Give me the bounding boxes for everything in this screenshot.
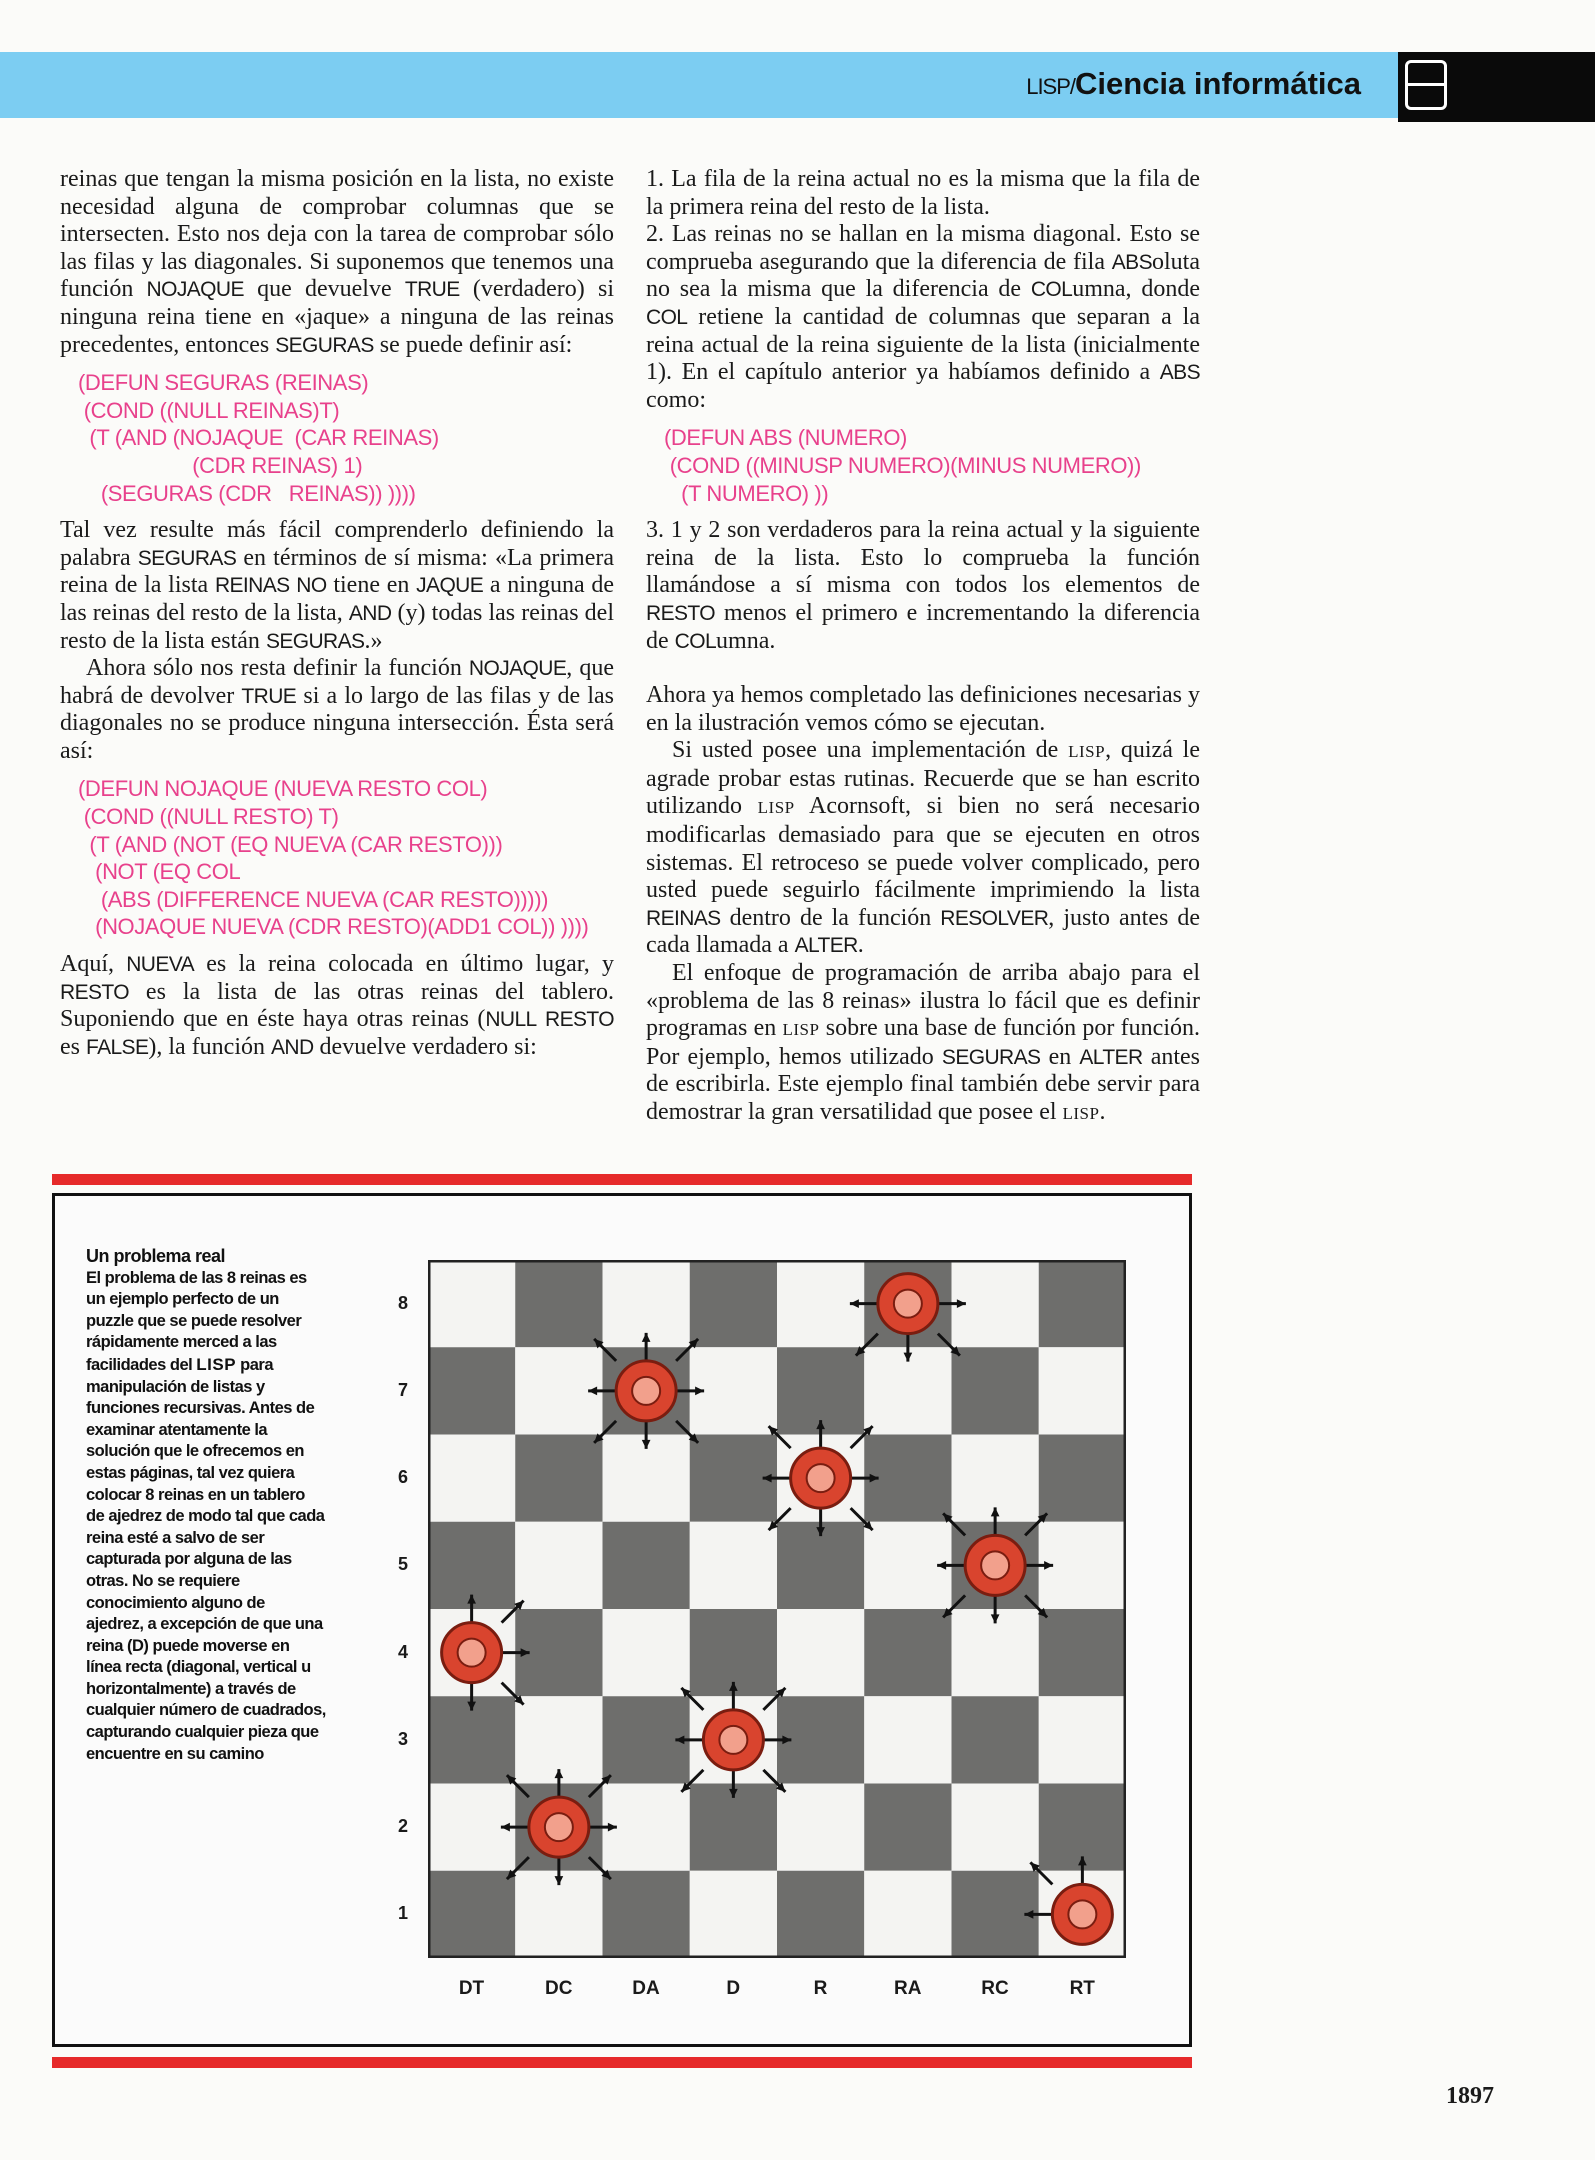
figure-caption bbox=[86, 1246, 326, 1765]
rank-label: 8 bbox=[398, 1292, 409, 1313]
board-square bbox=[777, 1784, 864, 1871]
board-square bbox=[864, 1696, 951, 1783]
computer-card-icon bbox=[1405, 60, 1447, 110]
board-square bbox=[1039, 1435, 1126, 1522]
file-label: DC bbox=[545, 1978, 573, 1999]
queen-crown bbox=[981, 1551, 1009, 1579]
file-label: RC bbox=[981, 1978, 1009, 1999]
paragraph: Tal vez resulte más fácil comprenderlo definiendo la palabra SEGURAS en términos de sí misma: «La primera reina de la lista REINAS NO tiene en JAQUE a ninguna de las reinas del resto de la lista, AND (y) todas las reinas del resto de la lista están SEGURAS.» bbox=[60, 517, 615, 654]
queen-crown bbox=[1068, 1900, 1096, 1928]
board-square bbox=[864, 1609, 951, 1696]
paragraph: 2. Las reinas no se hallan en la misma diagonal. Esto se comprueba asegurando que la diferencia de fila ABSoluta no sea la misma que la diferencia de COLumna, donde COL retiene la cantidad de columnas que separan a la reina actual de la reina siguiente de la lista (inicialmente 1). En el capítulo anterior ya habíamos definido a ABS como: bbox=[646, 221, 1200, 413]
board-square bbox=[1039, 1260, 1126, 1347]
paragraph: Aquí, NUEVA es la reina colocada en último lugar, y RESTO es la lista de las otras reinas del tablero. Suponiendo que en éste haya otras reinas (NULL RESTO es FALSE), la función AND devuelve verdadero si: bbox=[60, 951, 614, 1060]
board-square bbox=[515, 1435, 602, 1522]
section-title: LISP/Ciencia informática bbox=[1026, 66, 1361, 101]
queen-crown bbox=[894, 1290, 922, 1318]
file-label: DT bbox=[458, 1978, 485, 1999]
board-square bbox=[777, 1871, 864, 1958]
red-rule-top bbox=[52, 1174, 1192, 1185]
queen-crown bbox=[545, 1813, 573, 1841]
board-square bbox=[952, 1696, 1039, 1783]
red-rule-bottom bbox=[52, 2057, 1192, 2068]
queen-crown bbox=[719, 1726, 747, 1754]
rank-label: 4 bbox=[398, 1641, 409, 1662]
paragraph: Ahora sólo nos resta definir la función NOJAQUE, que habrá de devolver TRUE si a lo largo de las filas y de las diagonales no se produce ninguna intersección. Ésta será así: bbox=[60, 655, 614, 764]
right-column bbox=[646, 166, 1200, 1128]
board-square bbox=[1039, 1609, 1126, 1696]
rank-label: 3 bbox=[398, 1728, 409, 1749]
board-square bbox=[428, 1871, 515, 1958]
board-square bbox=[690, 1871, 777, 1958]
board-square bbox=[864, 1784, 951, 1871]
rank-label: 1 bbox=[398, 1903, 409, 1924]
paragraph: Ahora ya hemos completado las definiciones necesarias y en la ilustración vemos cómo se ejecutan. bbox=[646, 682, 1200, 736]
file-label: RA bbox=[894, 1978, 922, 1999]
rank-label: 7 bbox=[398, 1379, 409, 1400]
board-square bbox=[428, 1347, 515, 1434]
queen-crown bbox=[632, 1377, 660, 1405]
paragraph: 1. La fila de la reina actual no es la misma que la fila de la primera reina del resto de la lista. bbox=[646, 166, 1200, 220]
page-number: 1897 bbox=[1446, 2083, 1494, 2109]
paragraph: reinas que tengan la misma posición en la lista, no existe necesidad alguna de comprobar columnas que se intersecten. Esto nos deja con la tarea de comprobar sólo las filas y las diagonales. Si suponemos que tenemos una función NOJAQUE que devuelve TRUE (verdadero) si ninguna reina tiene en «jaque» a ninguna de las reinas precedentes, entonces SEGURAS se puede definir así: bbox=[60, 166, 615, 358]
board-square bbox=[777, 1609, 864, 1696]
board-square bbox=[428, 1435, 515, 1522]
board-square bbox=[1039, 1696, 1126, 1783]
code-seguras: (DEFUN SEGURAS (REINAS) (COND ((NULL REINAS)T) (T (AND (NOJAQUE (CAR REINAS) (CDR REINAS) 1) (SEGURAS (CDR REINAS)) )))) bbox=[78, 370, 439, 506]
board-square bbox=[690, 1260, 777, 1347]
left-column bbox=[60, 166, 614, 1061]
board-square bbox=[428, 1260, 515, 1347]
caption-title: Un problema real bbox=[86, 1246, 226, 1266]
paragraph: El enfoque de programación de arriba abajo para el «problema de las 8 reinas» ilustra lo fácil que es definir programas en LISP sobre una base de función por función. Por ejemplo, hemos utilizado SEGURAS en ALTER antes de escribirla. Este ejemplo final también debe servir para demostrar la gran versatilidad que posee el LISP. bbox=[646, 960, 1200, 1125]
file-label: R bbox=[813, 1978, 828, 1999]
paragraph: 3. 1 y 2 son verdaderos para la reina actual y la siguiente reina de la lista. Esto lo comprueba la función llamándose a sí misma con todos los elementos de RESTO menos el primero e incrementando la diferencia de COLumna. bbox=[646, 517, 1200, 654]
board-square bbox=[952, 1784, 1039, 1871]
board-square bbox=[603, 1871, 690, 1958]
chessboard bbox=[428, 1260, 1126, 1958]
file-label: RT bbox=[1069, 1978, 1095, 1999]
queen-crown bbox=[458, 1639, 486, 1667]
rank-label: 6 bbox=[398, 1467, 409, 1488]
code-abs: (DEFUN ABS (NUMERO) (COND ((MINUSP NUMERO)(MINUS NUMERO)) (T NUMERO) )) bbox=[664, 425, 1141, 506]
board-square bbox=[603, 1522, 690, 1609]
rank-label: 2 bbox=[398, 1816, 409, 1837]
board-square bbox=[603, 1609, 690, 1696]
code-nojaque: (DEFUN NOJAQUE (NUEVA RESTO COL) (COND ((NULL RESTO) T) (T (AND (NOT (EQ NUEVA (CAR RESTO))) (NOT (EQ COL (ABS (DIFFERENCE NUEVA (CAR RESTO))))) (NOJAQUE NUEVA (CDR RESTO)(ADD1 COL)) )))) bbox=[78, 776, 589, 940]
file-label: D bbox=[726, 1978, 741, 1999]
queen-crown bbox=[807, 1464, 835, 1492]
paragraph: Si usted posee una implementación de LISP, quizá le agrade probar estas rutinas. Recuerde que se han escrito utilizando LISP Acornsoft, si bien no será necesario modificarlas demasiado para que se ejecuten en otros sistemas. El retroceso se puede volver complicado, pero usted puede seguirlo fácilmente imprimiendo la lista REINAS dentro de la función RESOLVER, justo antes de cada llamada a ALTER. bbox=[646, 737, 1200, 959]
rank-label: 5 bbox=[398, 1554, 409, 1575]
board-square bbox=[864, 1871, 951, 1958]
board-square bbox=[1039, 1347, 1126, 1434]
caption-text: El problema de las 8 reinas es un ejemplo perfecto de un puzzle que se puede resolver rápidamente merced a las facilidades del LISP para manipulación de listas y funciones recursivas. Antes de examinar atentamente la solución que le ofrecemos en estas páginas, tal vez quiera colocar 8 reinas en un tablero de ajedrez de modo tal que cada reina esté a salvo de ser capturada por alguna de las otras. No se requiere conocimiento alguno de ajedrez, a excepción de que una reina (D) puede moverse en línea recta (diagonal, vertical u horizontalmente) a través de cualquier número de cuadrados, capturando cualquier pieza que encuentre en su camino bbox=[86, 1268, 326, 1763]
board-square bbox=[952, 1347, 1039, 1434]
file-label: DA bbox=[632, 1978, 660, 1999]
board-square bbox=[690, 1522, 777, 1609]
board-square bbox=[515, 1260, 602, 1347]
board-square bbox=[515, 1522, 602, 1609]
